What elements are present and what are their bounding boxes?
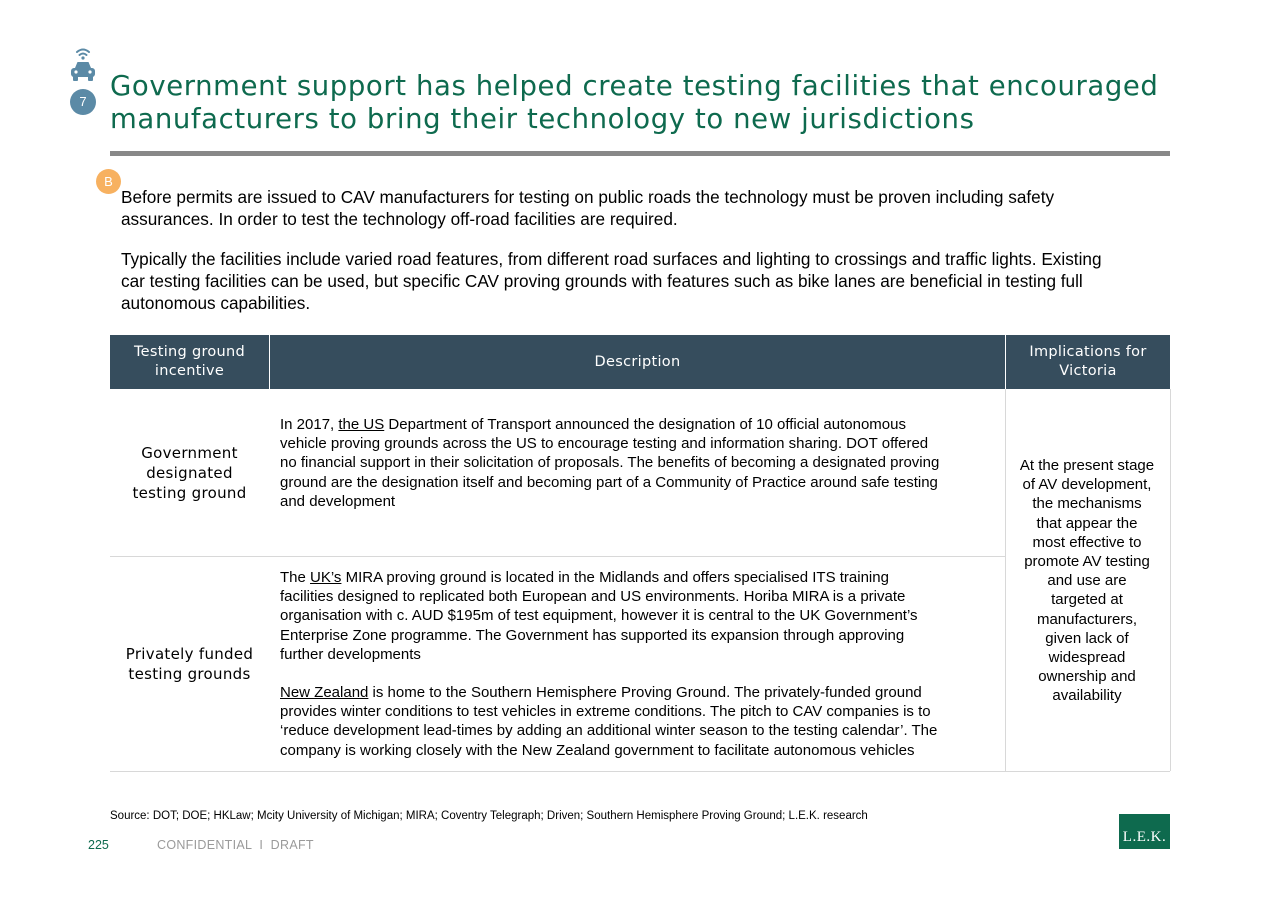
header-testing-ground-incentive <box>110 335 269 389</box>
desc-text: Department of Transport announced the designation of 10 official autonomous <box>384 416 906 433</box>
header-line: Victoria <box>1059 363 1117 379</box>
intro-line: autonomous capabilities. <box>121 293 311 313</box>
implications-line: and use are <box>1047 572 1127 590</box>
page-number: 225 <box>88 838 109 852</box>
implications-line: that appear the <box>1036 514 1138 532</box>
implications-line: widespread <box>1048 649 1126 667</box>
implications-line: availability <box>1052 687 1122 705</box>
implications-line: ownership and <box>1038 668 1136 686</box>
page-title <box>110 70 1170 136</box>
desc-line: vehicle proving grounds across the US to encourage testing and information sharing. DOT offered <box>280 435 929 453</box>
intro-line: Typically the facilities include varied road features, from different road surfaces and lighting to crossings and traffic lights. Existing <box>121 249 1102 269</box>
desc-line: further developments <box>280 645 421 663</box>
row-label-line: Privately funded <box>125 645 254 663</box>
header-line: Description <box>594 353 681 370</box>
implications-line: At the present stage <box>1019 457 1155 474</box>
intro-line: car testing facilities can be used, but specific CAV proving grounds with features such as bike lanes are beneficial in testing full <box>121 271 1083 291</box>
desc-line: company is working closely with the New Zealand government to facilitate autonomous vehicles <box>280 741 915 759</box>
row-description-government-designated <box>280 415 995 511</box>
row-label-government-designated <box>110 443 269 503</box>
desc-line <box>280 415 995 434</box>
intro-paragraph-1 <box>121 186 1166 230</box>
intro-paragraph-2 <box>121 248 1166 314</box>
table-bottom-border <box>110 771 1170 772</box>
implications-text <box>1008 456 1166 706</box>
new-zealand-link[interactable]: New Zealand <box>280 684 369 701</box>
row-label-line: testing ground <box>132 484 247 502</box>
row-label-privately-funded <box>110 644 269 684</box>
row-label-line: designated <box>146 464 233 482</box>
desc-line: ‘reduce development lead-times by adding an additional winter season to the testing calendar’. The <box>280 722 938 740</box>
implications-line: the mechanisms <box>1032 495 1142 513</box>
header-line: Testing ground <box>133 344 246 360</box>
implications-line: most effective to <box>1032 533 1142 551</box>
desc-line: ground are the designation itself and becoming part of a Community of Practice around safe testing <box>280 473 938 491</box>
header-implications-for-victoria <box>1006 335 1170 389</box>
desc-line: and development <box>280 492 396 510</box>
section-number-badge: 7 <box>70 89 96 115</box>
desc-line <box>280 683 995 702</box>
lek-logo: L.E.K. <box>1119 814 1170 849</box>
title-divider <box>110 151 1170 156</box>
row-divider <box>110 556 1005 557</box>
desc-line: facilities designed to replicated both European and US environments. Horiba MIRA is a private <box>280 588 906 606</box>
desc-text: is home to the Southern Hemisphere Proving Ground. The privately-funded ground <box>368 684 922 701</box>
us-link[interactable]: the US <box>338 416 385 433</box>
page-title-line-2: manufacturers to bring their technology to new jurisdictions <box>110 103 975 135</box>
intro-line: Before permits are issued to CAV manufacturers for testing on public roads the technology must be proven including safety <box>121 187 1055 207</box>
table-header <box>110 335 1170 389</box>
desc-text: In 2017, <box>280 416 339 433</box>
desc-text: MIRA proving ground is located in the Midlands and offers specialised ITS training <box>341 569 889 586</box>
page-title-line-1: Government support has helped create testing facilities that encouraged <box>110 70 1159 102</box>
implications-line: given lack of <box>1045 629 1129 647</box>
desc-line <box>280 568 995 587</box>
implications-line: of AV development, <box>1022 476 1152 494</box>
header-line: incentive <box>154 363 225 379</box>
row-label-line: testing grounds <box>128 665 251 683</box>
row-label-line: Government <box>141 444 238 462</box>
header-description <box>270 335 1005 389</box>
implications-line: promote AV testing <box>1024 553 1150 571</box>
callout-badge: B <box>96 169 121 194</box>
desc-line: Enterprise Zone programme. The Government has supported its expansion through approving <box>280 626 905 644</box>
intro-line: assurances. In order to test the technology off-road facilities are required. <box>121 209 678 229</box>
row-description-uk-mira <box>280 568 995 664</box>
connected-car-icon <box>68 46 98 84</box>
confidential-label: CONFIDENTIAL I DRAFT <box>157 838 314 852</box>
desc-line: organisation with c. AUD $195m of test equipment, however it is central to the UK Government’s <box>280 607 918 625</box>
implications-line: targeted at <box>1051 591 1123 609</box>
desc-line: no financial support in their solicitation of proposals. The benefits of becoming a designated proving <box>280 454 940 472</box>
implications-line: manufacturers, <box>1036 610 1138 628</box>
desc-text: The <box>280 569 311 586</box>
desc-line: provides winter conditions to test vehicles in extreme conditions. The pitch to CAV companies is to <box>280 703 931 721</box>
uk-link[interactable]: UK’s <box>310 569 342 586</box>
header-line: Implications for <box>1029 344 1147 360</box>
row-description-new-zealand <box>280 683 995 760</box>
source-note: Source: DOT; DOE; HKLaw; Mcity University of Michigan; MIRA; Coventry Telegraph; Driven; Southern Hemisphere Proving Ground; L.E.K. research <box>110 810 868 822</box>
